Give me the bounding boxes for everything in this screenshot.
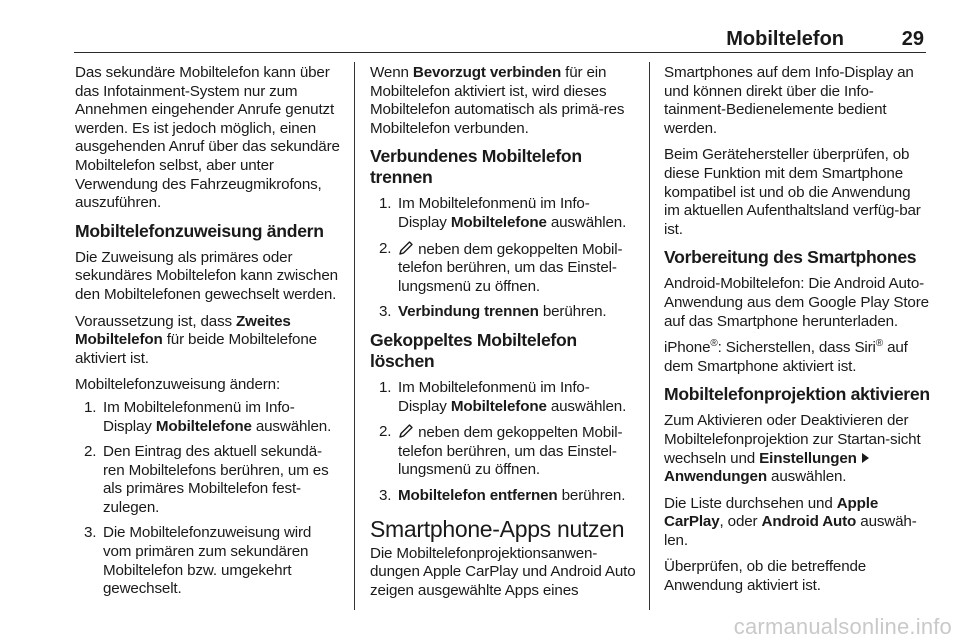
paragraph: Android-Mobiltelefon: Die Android Auto-Anwendung aus dem Google Play Store auf das Smartphone herunterladen. <box>664 275 929 330</box>
section-heading: Vorbereitung des Smartphones <box>664 247 917 268</box>
paragraph: Das sekundäre Mobiltelefon kann über das Infotainment-System nur zum Annehmen eingehender Anrufe genutzt werden. Es ist jedoch möglich, einen ausgehenden Anruf über das sekundäre Mobiltelefon selbst, aber unter Verwendung des Fahrzeugmikrofons, auszuführen. <box>75 64 340 212</box>
list-item: 1. Im Mobiltelefonmenü im Info-Display Mobiltelefone auswählen. <box>379 195 627 231</box>
paragraph: Zum Aktivieren oder Deaktivieren der Mobiltelefonprojektion zur Startan-sicht wechseln und Einstellungen Anwendungen auswählen. <box>664 412 921 486</box>
list-item: 3. Mobiltelefon entfernen berühren. <box>379 486 626 504</box>
chapter-heading: Smartphone-Apps nutzen <box>370 515 625 542</box>
page-number: 29 <box>901 28 924 50</box>
paragraph: Mobiltelefonzuweisung ändern: <box>75 376 281 394</box>
list-item: 2. neben dem gekoppelten Mobil-telefon berühren, um das Einstel-lungsmenü zu öffnen. <box>379 423 623 479</box>
paragraph: Beim Gerätehersteller überprüfen, ob diese Funktion mit dem Smartphone kompatibel ist und ob die Anwendung im aktuellen Aufenthaltsland verfüg-bar ist. <box>664 146 921 238</box>
column-2 <box>370 64 636 608</box>
list-item: 2. neben dem gekoppelten Mobil-telefon berühren, um das Einstel-lungsmenü zu öffnen. <box>379 239 623 295</box>
step-list <box>370 379 636 506</box>
section-heading: Verbundenes Mobiltelefon trennen <box>370 146 582 188</box>
list-item: 1. Im Mobiltelefonmenü im Info-Display Mobiltelefone auswählen. <box>84 398 332 435</box>
column-divider <box>354 62 355 610</box>
paragraph: Die Liste durchsehen und Apple CarPlay, oder Android Auto auswäh-len. <box>664 494 917 549</box>
column-1 <box>75 64 341 607</box>
page-header <box>74 26 926 53</box>
section-heading: Mobiltelefonprojektion aktivieren <box>664 384 930 405</box>
list-item: 1. Im Mobiltelefonmenü im Info-Display Mobiltelefone auswählen. <box>379 378 627 415</box>
column-3 <box>664 64 930 604</box>
page-title: Mobiltelefon <box>726 28 844 50</box>
step-list <box>370 195 636 322</box>
list-item: 3. Die Mobiltelefonzuweisung wird vom primären zum sekundären Mobiltelefon bzw. umgekehrt gewechselt. <box>84 524 312 598</box>
column-divider <box>649 62 650 610</box>
watermark: carmanualsonline.info <box>733 614 952 639</box>
list-item: 2. Den Eintrag des aktuell sekundä-ren Mobiltelefons berühren, um es als primäres Mobiltelefon fest-zulegen. <box>84 443 329 516</box>
pencil-icon <box>398 240 414 256</box>
list-item: 3. Verbindung trennen berühren. <box>379 303 607 321</box>
arrow-right-icon <box>861 452 870 464</box>
paragraph: Wenn Bevorzugt verbinden für ein Mobiltelefon aktiviert ist, wird dieses Mobiltelefon automatisch als primä-res Mobiltelefon verbunden. <box>370 64 625 137</box>
paragraph: Voraussetzung ist, dass Zweites Mobiltelefon für beide Mobiltelefone aktiviert ist. <box>75 312 317 367</box>
paragraph: iPhone®: Sicherstellen, dass Siri® auf dem Smartphone aktiviert ist. <box>664 338 908 375</box>
pencil-icon <box>398 423 414 439</box>
paragraph: Smartphones auf dem Info-Display an und können direkt über die Info-tainment-Bedienelemente bedient werden. <box>664 64 914 137</box>
paragraph: Die Mobiltelefonprojektionsanwen-dungen Apple CarPlay und Android Auto zeigen ausgewählte Apps eines <box>370 544 636 599</box>
paragraph: Überprüfen, ob die betreffende Anwendung aktiviert ist. <box>664 558 867 595</box>
step-list <box>75 399 341 599</box>
section-heading: Gekoppeltes Mobiltelefon löschen <box>370 329 577 371</box>
section-heading: Mobiltelefonzuweisung ändern <box>75 220 324 241</box>
paragraph: Die Zuweisung als primäres oder sekundäres Mobiltelefon kann zwischen den Mobiltelefonen gewechselt werden. <box>75 248 338 303</box>
